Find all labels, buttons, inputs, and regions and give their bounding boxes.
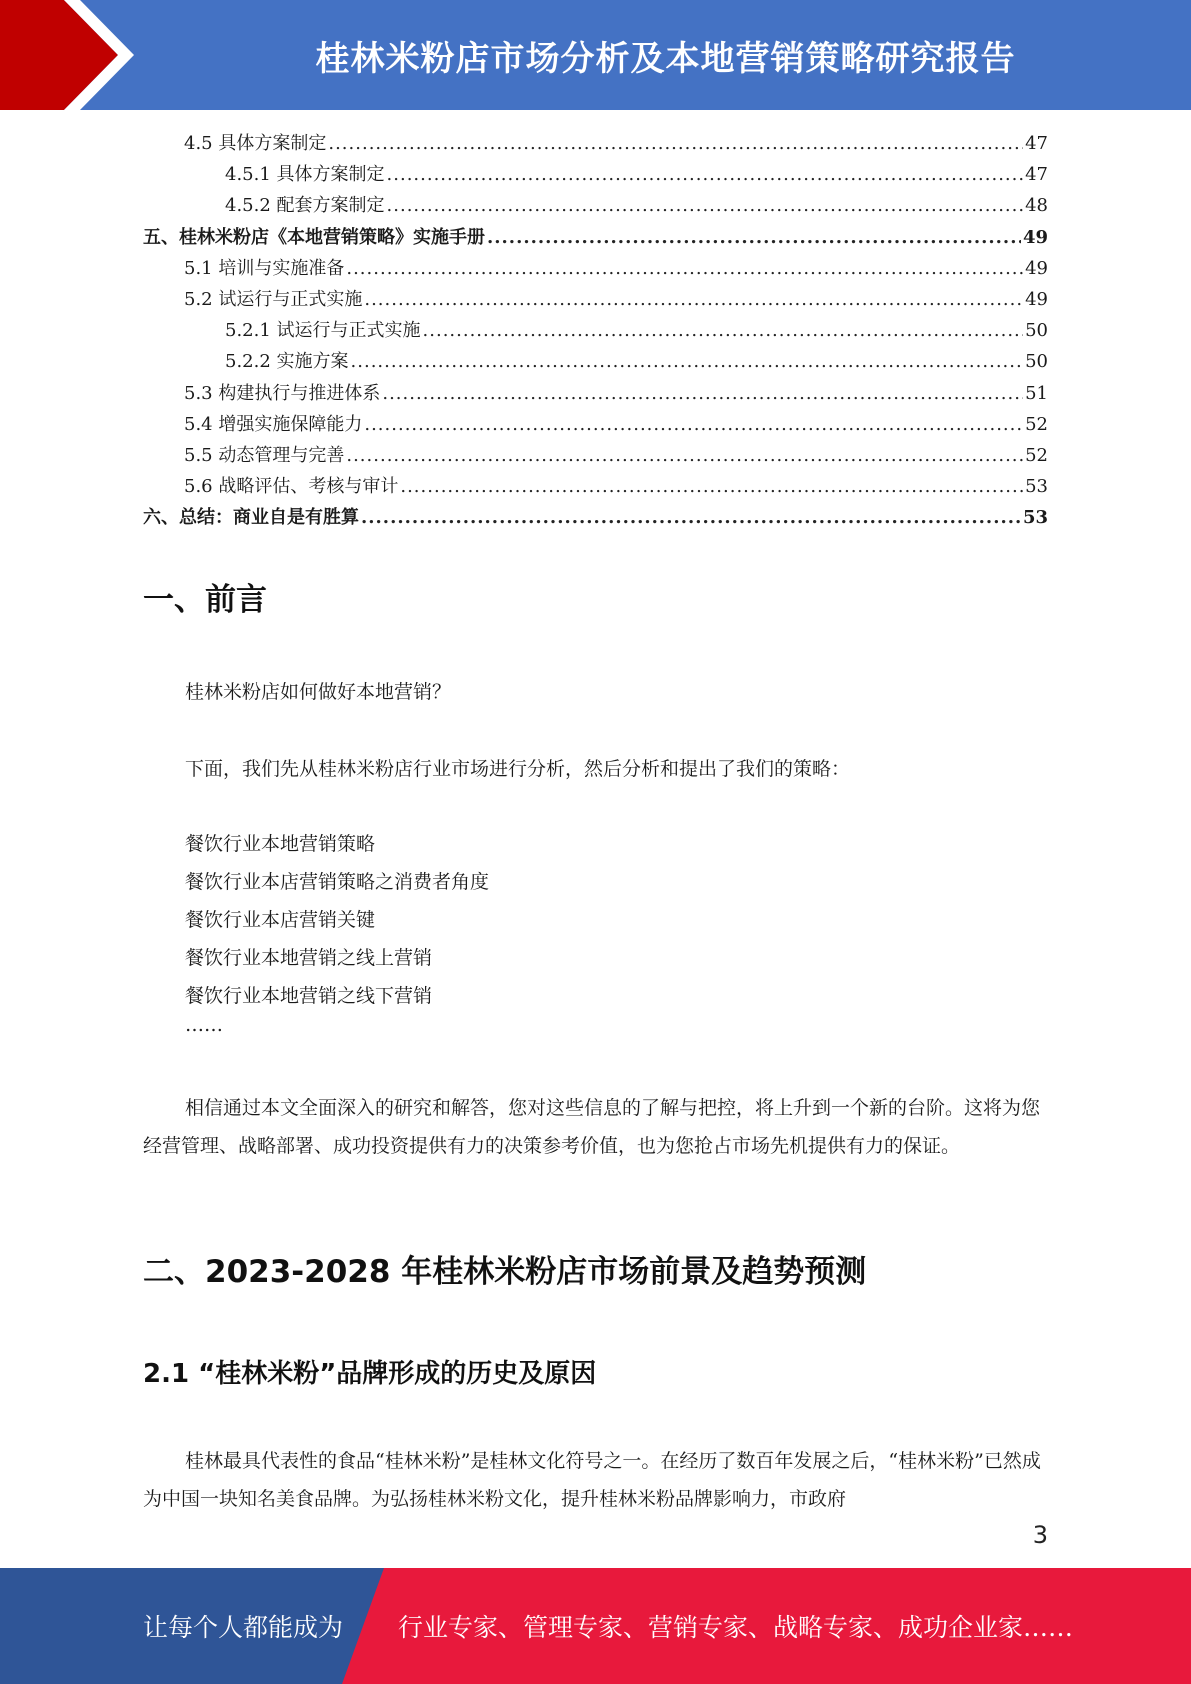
toc-entry[interactable] — [143, 346, 1048, 377]
toc-entry-page: 49 — [1025, 288, 1048, 310]
strategy-list-item: 餐饮行业本地营销策略 — [185, 833, 376, 855]
toc-entry-page: 49 — [1025, 257, 1048, 279]
toc-entry-page: 53 — [1025, 476, 1048, 498]
subsection-heading-brand-history: 2.1 “桂林米粉”品牌形成的历史及原因 — [143, 1359, 597, 1389]
toc-entry[interactable] — [143, 128, 1048, 159]
toc-dot-leader — [423, 315, 1024, 346]
toc-entry-label: 5.3 构建执行与推进体系 — [184, 382, 381, 404]
strategy-list-item: 餐饮行业本地营销之线上营销 — [185, 947, 433, 969]
toc-entry-page: 48 — [1025, 195, 1048, 217]
toc-entry-label: 5.2 试运行与正式实施 — [184, 288, 363, 310]
toc-dot-leader — [361, 502, 1021, 533]
strategy-list-item: 餐饮行业本地营销之线下营销 — [185, 985, 433, 1007]
section-heading-preface: 一、前言 — [143, 582, 267, 618]
toc-dot-leader — [364, 409, 1023, 440]
toc-entry[interactable] — [143, 159, 1048, 190]
toc-entry-label: 5.6 战略评估、考核与审计 — [184, 476, 399, 498]
brand-history-paragraph: 桂林最具代表性的食品“桂林米粉”是桂林文化符号之一。在经历了数百年发展之后，“桂林米粉”已然成为中国一块知名美食品牌。为弘扬桂林米粉文化，提升桂林米粉品牌影响力，市政府 — [143, 1450, 1041, 1510]
toc-entry-label: 5.4 增强实施保障能力 — [184, 413, 363, 435]
toc-entry-label: 4.5 具体方案制定 — [184, 133, 327, 154]
strategy-list-item: 餐饮行业本店营销策略之消费者角度 — [185, 871, 490, 893]
toc-dot-leader — [346, 253, 1023, 284]
toc-entry[interactable] — [143, 409, 1048, 440]
toc-entry-label: 五、桂林米粉店《本地营销策略》实施手册 — [143, 226, 485, 248]
toc-entry[interactable] — [143, 378, 1048, 409]
toc-entry[interactable] — [143, 315, 1048, 346]
toc-entry-page: 51 — [1025, 382, 1048, 404]
toc-entry-page: 50 — [1025, 351, 1048, 373]
toc-entry-label: 六、总结：商业自是有胜算 — [143, 507, 359, 529]
toc-entry[interactable] — [143, 190, 1048, 221]
toc-entry[interactable] — [143, 471, 1048, 502]
strategy-list-item: 餐饮行业本店营销关键 — [185, 909, 376, 931]
header-banner — [0, 0, 1191, 110]
toc-entry-label: 4.5.2 配套方案制定 — [225, 195, 385, 217]
toc-entry-label: 5.2.2 实施方案 — [225, 351, 349, 373]
footer-slogan-right: 行业专家、管理专家、营销专家、战略专家、成功企业家…… — [398, 1613, 1074, 1642]
footer-banner — [0, 1568, 1191, 1684]
toc-entry-page: 49 — [1022, 226, 1048, 248]
toc-dot-leader — [328, 128, 1023, 159]
toc-dot-leader — [387, 190, 1024, 221]
toc-dot-leader — [351, 346, 1024, 377]
footer-slogan-left: 让每个人都能成为 — [143, 1613, 344, 1642]
toc-entry-page: 52 — [1025, 413, 1048, 435]
toc-entry-page: 50 — [1025, 320, 1048, 342]
toc-entry[interactable] — [143, 502, 1048, 533]
toc-dot-leader — [487, 222, 1021, 253]
toc-entry[interactable] — [143, 440, 1048, 471]
toc-dot-leader — [346, 440, 1023, 471]
toc-entry-page: 52 — [1025, 444, 1048, 466]
toc-entry[interactable] — [143, 253, 1048, 284]
report-title: 桂林米粉店市场分析及本地营销策略研究报告 — [315, 38, 1016, 79]
toc-entry-page: 47 — [1025, 164, 1048, 186]
toc-entry-page: 53 — [1022, 507, 1048, 529]
section-heading-market-outlook: 二、2023-2028 年桂林米粉店市场前景及趋势预测 — [143, 1254, 867, 1290]
toc-entry-page: 47 — [1025, 133, 1048, 154]
toc-entry-label: 5.1 培训与实施准备 — [184, 257, 345, 279]
table-of-contents — [143, 128, 1048, 533]
toc-dot-leader — [387, 159, 1024, 190]
toc-entry-label: 4.5.1 具体方案制定 — [225, 164, 385, 186]
toc-entry-label: 5.2.1 试运行与正式实施 — [225, 320, 421, 342]
list-ellipsis: …… — [185, 1014, 223, 1036]
preface-closing-paragraph: 相信通过本文全面深入的研究和解答，您对这些信息的了解与把控，将上升到一个新的台阶。这将为您经营管理、战略部署、成功投资提供有力的决策参考价值，也为您抢占市场先机提供有力的保证。 — [143, 1097, 1041, 1157]
toc-entry-label: 5.5 动态管理与完善 — [184, 444, 345, 466]
toc-dot-leader — [382, 378, 1023, 409]
toc-entry[interactable] — [143, 222, 1048, 253]
page-number: 3 — [1032, 1521, 1048, 1549]
toc-dot-leader — [364, 284, 1023, 315]
preface-question: 桂林米粉店如何做好本地营销？ — [185, 681, 452, 703]
toc-dot-leader — [400, 471, 1023, 502]
toc-entry[interactable] — [143, 284, 1048, 315]
preface-intro: 下面，我们先从桂林米粉店行业市场进行分析，然后分析和提出了我们的策略： — [185, 758, 851, 780]
header-arrow-decoration — [0, 0, 160, 110]
